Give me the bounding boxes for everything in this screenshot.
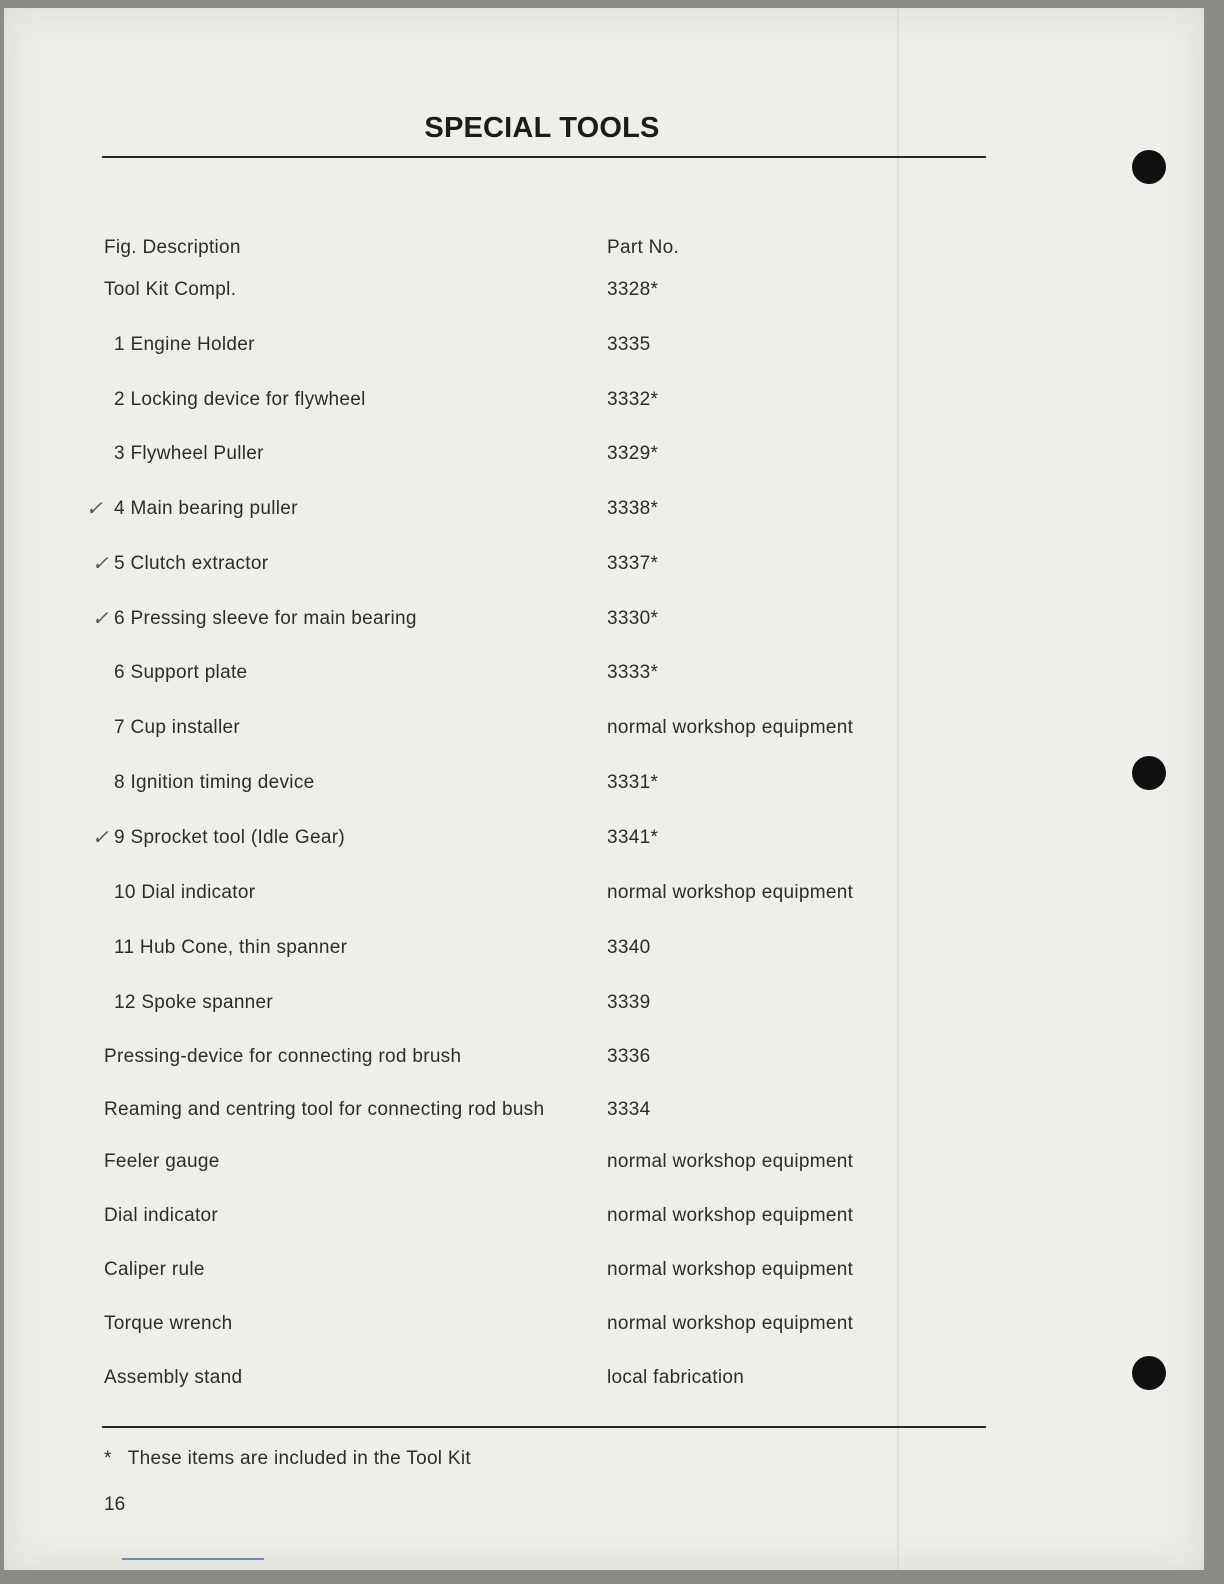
page-title: SPECIAL TOOLS (424, 112, 660, 144)
figure-number: 11 (114, 937, 135, 958)
page-number: 16 (104, 1494, 126, 1515)
tool-description: Locking device for flywheel (130, 389, 366, 410)
table-row-description (114, 992, 273, 1014)
figure-number: 1 (114, 334, 125, 355)
figure-number: 6 (114, 608, 125, 629)
table-row-part-number: 3335 (607, 334, 651, 355)
table-row-description (114, 443, 264, 465)
table-row-part-number: normal workshop equipment (607, 1205, 854, 1226)
footer-rule (102, 1426, 986, 1428)
table-row-part-number: 3339 (607, 992, 651, 1013)
tool-description: Engine Holder (130, 334, 255, 355)
tool-description: Dial indicator (104, 1205, 219, 1226)
tool-description: Torque wrench (104, 1313, 233, 1334)
table-row-part-number: 3329* (607, 443, 659, 464)
tool-description: Assembly stand (104, 1367, 243, 1388)
table-row-description (104, 1205, 218, 1227)
table-row-part-number: 3338* (607, 498, 659, 519)
tool-description: Ignition timing device (130, 772, 315, 793)
table-row-part-number: 3330* (607, 608, 659, 629)
tool-description: Hub Cone, thin spanner (139, 937, 348, 958)
figure-number: 9 (114, 827, 125, 848)
figure-number: 7 (114, 717, 125, 738)
tool-description: Feeler gauge (104, 1151, 220, 1172)
table-row-part-number: 3336 (607, 1046, 651, 1067)
tool-description: Dial indicator (141, 882, 256, 903)
footnote-text: These items are included in the Tool Kit (127, 1448, 471, 1469)
tool-description: Main bearing puller (130, 498, 298, 519)
table-row-description (104, 1313, 233, 1335)
handwritten-check-mark-icon: ✓ (86, 496, 103, 520)
figure-number: 6 (114, 662, 125, 683)
title-rule (102, 156, 986, 158)
table-row-description (114, 827, 345, 849)
handwritten-check-mark-icon: ✓ (92, 825, 109, 849)
footnote-marker: * (104, 1448, 112, 1469)
column-header-description: Fig. Description (104, 237, 241, 258)
edge-mark (122, 1558, 264, 1560)
tool-description: Spoke spanner (141, 992, 274, 1013)
tool-description: Flywheel Puller (130, 443, 264, 464)
table-row-description (114, 772, 315, 794)
column-header-part-no: Part No. (607, 237, 680, 258)
tool-description: Support plate (130, 662, 248, 683)
table-row-description (104, 1367, 242, 1389)
figure-number: 5 (114, 553, 125, 574)
tool-description: Tool Kit Compl. (104, 279, 237, 300)
table-row-description (104, 1099, 544, 1121)
table-row-description (114, 608, 417, 630)
table-row-description (114, 553, 268, 575)
handwritten-check-mark-icon: ✓ (92, 551, 109, 575)
tool-description: Sprocket tool (Idle Gear) (130, 827, 345, 848)
table-row-description (114, 389, 366, 411)
table-row-part-number: normal workshop equipment (607, 717, 854, 738)
tool-description: Pressing sleeve for main bearing (130, 608, 417, 629)
table-row-part-number: 3332* (607, 389, 659, 410)
binder-hole (1132, 150, 1166, 184)
table-row-part-number: 3341* (607, 827, 659, 848)
table-row-part-number: 3334 (607, 1099, 651, 1120)
table-row-description (114, 662, 247, 684)
tool-description: Caliper rule (104, 1259, 205, 1280)
table-row-description (114, 334, 255, 356)
table-row-description (114, 498, 298, 520)
table-row-part-number: 3337* (607, 553, 659, 574)
figure-number: 2 (114, 389, 125, 410)
figure-number: 4 (114, 498, 125, 519)
footnote (104, 1448, 471, 1470)
table-row-description (104, 1046, 461, 1068)
figure-number: 3 (114, 443, 125, 464)
binder-hole (1132, 1356, 1166, 1390)
table-row-part-number: normal workshop equipment (607, 1151, 854, 1172)
table-row-part-number: normal workshop equipment (607, 882, 854, 903)
tool-description: Pressing-device for connecting rod brush (104, 1046, 462, 1067)
binder-hole (1132, 756, 1166, 790)
table-row-description (114, 717, 240, 739)
figure-number: 8 (114, 772, 125, 793)
table-row-part-number: 3333* (607, 662, 659, 683)
table-row-part-number: normal workshop equipment (607, 1313, 854, 1334)
table-row-part-number: 3328* (607, 279, 659, 300)
table-row-part-number: 3340 (607, 937, 651, 958)
table-row-description (104, 1151, 220, 1173)
page-fold (897, 8, 899, 1570)
table-row-description (114, 937, 347, 959)
figure-number: 10 (114, 882, 136, 903)
document-page (4, 8, 1204, 1570)
handwritten-check-mark-icon: ✓ (92, 606, 109, 630)
table-row-part-number: local fabrication (607, 1367, 745, 1388)
tool-description: Cup installer (130, 717, 240, 738)
figure-number: 12 (114, 992, 136, 1013)
tool-description: Reaming and centring tool for connecting rod bush (104, 1099, 545, 1120)
table-row-part-number: 3331* (607, 772, 659, 793)
table-row-description (114, 882, 255, 904)
table-row-description (104, 1259, 205, 1281)
tool-description: Clutch extractor (130, 553, 269, 574)
table-row-description (104, 279, 236, 301)
table-row-part-number: normal workshop equipment (607, 1259, 854, 1280)
